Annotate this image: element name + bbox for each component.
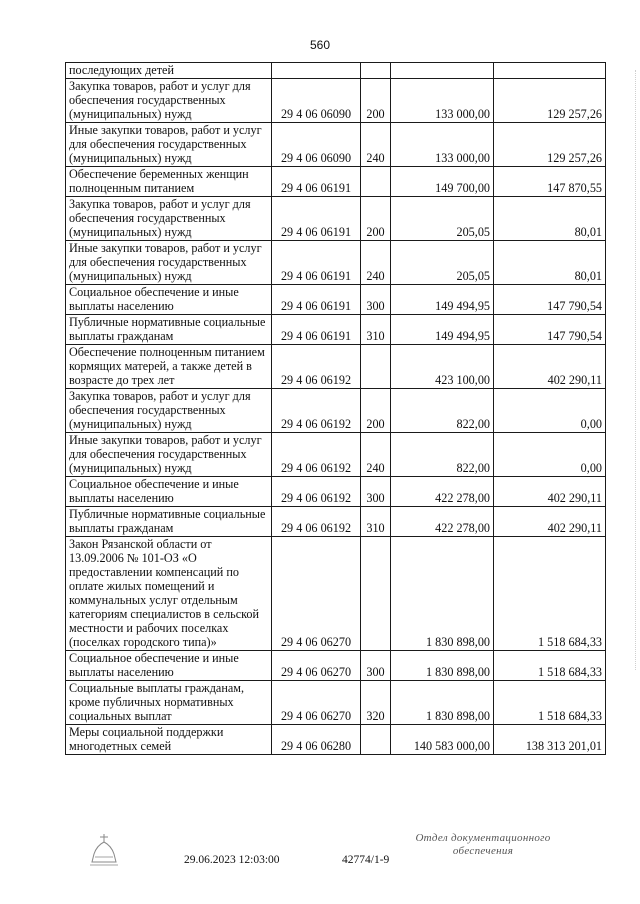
row-name-cell: Социальные выплаты гражданам, кроме публичных нормативных социальных выплат	[66, 681, 272, 725]
row-code-cell: 29 4 06 06280	[272, 725, 361, 755]
row-code-cell: 29 4 06 06191	[272, 241, 361, 285]
row-code-cell: 29 4 06 06090	[272, 79, 361, 123]
row-code-cell: 29 4 06 06191	[272, 197, 361, 241]
row-code-cell: 29 4 06 06192	[272, 433, 361, 477]
row-name-cell: Меры социальной поддержки многодетных семей	[66, 725, 272, 755]
row-fact-cell: 1 518 684,33	[494, 651, 606, 681]
row-name-cell: Иные закупки товаров, работ и услуг для обеспечения государственных (муниципальных) нужд	[66, 123, 272, 167]
table-row	[66, 345, 606, 389]
row-type-cell: 300	[361, 285, 391, 315]
row-code-cell: 29 4 06 06191	[272, 167, 361, 197]
row-name-cell: Иные закупки товаров, работ и услуг для обеспечения государственных (муниципальных) нужд	[66, 433, 272, 477]
row-fact-cell: 402 290,11	[494, 507, 606, 537]
budget-table-body	[66, 63, 606, 755]
row-code-cell: 29 4 06 06192	[272, 389, 361, 433]
row-fact-cell: 147 790,54	[494, 315, 606, 345]
budget-table	[65, 62, 606, 755]
row-name-cell: Публичные нормативные социальные выплаты гражданам	[66, 507, 272, 537]
table-row	[66, 123, 606, 167]
row-fact-cell	[494, 63, 606, 79]
footer-doc-number: 42774/1-9	[342, 854, 390, 866]
row-fact-cell: 0,00	[494, 433, 606, 477]
row-type-cell: 240	[361, 241, 391, 285]
row-type-cell	[361, 725, 391, 755]
row-plan-cell: 1 830 898,00	[391, 681, 494, 725]
row-type-cell	[361, 63, 391, 79]
row-fact-cell: 129 257,26	[494, 79, 606, 123]
department-watermark: Отдел документационного обеспечения	[415, 832, 551, 857]
row-code-cell: 29 4 06 06270	[272, 537, 361, 651]
row-plan-cell: 140 583 000,00	[391, 725, 494, 755]
row-type-cell	[361, 345, 391, 389]
table-row	[66, 681, 606, 725]
row-fact-cell: 0,00	[494, 389, 606, 433]
row-plan-cell: 149 700,00	[391, 167, 494, 197]
table-row	[66, 507, 606, 537]
table-row	[66, 197, 606, 241]
footer-datetime: 29.06.2023 12:03:00	[184, 854, 280, 866]
scan-edge-marks	[631, 70, 636, 670]
row-plan-cell: 149 494,95	[391, 285, 494, 315]
row-type-cell: 200	[361, 197, 391, 241]
row-plan-cell: 822,00	[391, 389, 494, 433]
table-row	[66, 285, 606, 315]
row-plan-cell: 205,05	[391, 197, 494, 241]
row-plan-cell: 133 000,00	[391, 123, 494, 167]
row-code-cell: 29 4 06 06090	[272, 123, 361, 167]
seal-emblem-icon	[84, 832, 124, 868]
row-name-cell: Закупка товаров, работ и услуг для обеспечения государственных (муниципальных) нужд	[66, 79, 272, 123]
row-type-cell: 310	[361, 507, 391, 537]
row-code-cell	[272, 63, 361, 79]
row-type-cell: 200	[361, 389, 391, 433]
row-fact-cell: 147 870,55	[494, 167, 606, 197]
row-plan-cell: 422 278,00	[391, 507, 494, 537]
table-row	[66, 725, 606, 755]
row-plan-cell: 423 100,00	[391, 345, 494, 389]
row-type-cell: 200	[361, 79, 391, 123]
row-code-cell: 29 4 06 06270	[272, 681, 361, 725]
row-fact-cell: 402 290,11	[494, 345, 606, 389]
row-type-cell: 300	[361, 477, 391, 507]
row-plan-cell: 205,05	[391, 241, 494, 285]
row-plan-cell: 822,00	[391, 433, 494, 477]
row-code-cell: 29 4 06 06192	[272, 477, 361, 507]
row-type-cell: 320	[361, 681, 391, 725]
row-type-cell: 240	[361, 433, 391, 477]
row-type-cell	[361, 537, 391, 651]
row-name-cell: последующих детей	[66, 63, 272, 79]
row-name-cell: Иные закупки товаров, работ и услуг для обеспечения государственных (муниципальных) нужд	[66, 241, 272, 285]
row-fact-cell: 80,01	[494, 197, 606, 241]
row-type-cell: 310	[361, 315, 391, 345]
row-fact-cell: 80,01	[494, 241, 606, 285]
row-name-cell: Социальное обеспечение и иные выплаты населению	[66, 477, 272, 507]
row-code-cell: 29 4 06 06192	[272, 345, 361, 389]
table-row	[66, 389, 606, 433]
row-name-cell: Закупка товаров, работ и услуг для обеспечения государственных (муниципальных) нужд	[66, 389, 272, 433]
row-name-cell: Социальное обеспечение и иные выплаты населению	[66, 285, 272, 315]
table-row	[66, 537, 606, 651]
row-code-cell: 29 4 06 06191	[272, 315, 361, 345]
row-code-cell: 29 4 06 06191	[272, 285, 361, 315]
row-fact-cell: 129 257,26	[494, 123, 606, 167]
table-row	[66, 315, 606, 345]
row-fact-cell: 138 313 201,01	[494, 725, 606, 755]
row-plan-cell: 133 000,00	[391, 79, 494, 123]
row-plan-cell: 149 494,95	[391, 315, 494, 345]
table-row	[66, 167, 606, 197]
row-type-cell: 300	[361, 651, 391, 681]
table-row	[66, 63, 606, 79]
row-name-cell: Обеспечение полноценным питанием кормящих матерей, а также детей в возрасте до трех лет	[66, 345, 272, 389]
row-plan-cell: 1 830 898,00	[391, 537, 494, 651]
row-fact-cell: 1 518 684,33	[494, 681, 606, 725]
row-type-cell	[361, 167, 391, 197]
row-plan-cell	[391, 63, 494, 79]
row-fact-cell: 402 290,11	[494, 477, 606, 507]
table-row	[66, 79, 606, 123]
page-number: 560	[309, 38, 331, 52]
row-type-cell: 240	[361, 123, 391, 167]
row-name-cell: Социальное обеспечение и иные выплаты населению	[66, 651, 272, 681]
row-name-cell: Публичные нормативные социальные выплаты гражданам	[66, 315, 272, 345]
table-row	[66, 477, 606, 507]
row-fact-cell: 147 790,54	[494, 285, 606, 315]
row-code-cell: 29 4 06 06192	[272, 507, 361, 537]
row-name-cell: Закупка товаров, работ и услуг для обеспечения государственных (муниципальных) нужд	[66, 197, 272, 241]
row-fact-cell: 1 518 684,33	[494, 537, 606, 651]
row-name-cell: Закон Рязанской области от 13.09.2006 № 101-ОЗ «О предоставлении компенсаций по оплате жилых помещений и коммунальных услуг отдельным категориям специалистов в сельской местности и рабочих поселках (поселках городского типа)»	[66, 537, 272, 651]
table-row	[66, 651, 606, 681]
row-plan-cell: 1 830 898,00	[391, 651, 494, 681]
row-plan-cell: 422 278,00	[391, 477, 494, 507]
row-name-cell: Обеспечение беременных женщин полноценным питанием	[66, 167, 272, 197]
table-row	[66, 433, 606, 477]
row-code-cell: 29 4 06 06270	[272, 651, 361, 681]
table-row	[66, 241, 606, 285]
